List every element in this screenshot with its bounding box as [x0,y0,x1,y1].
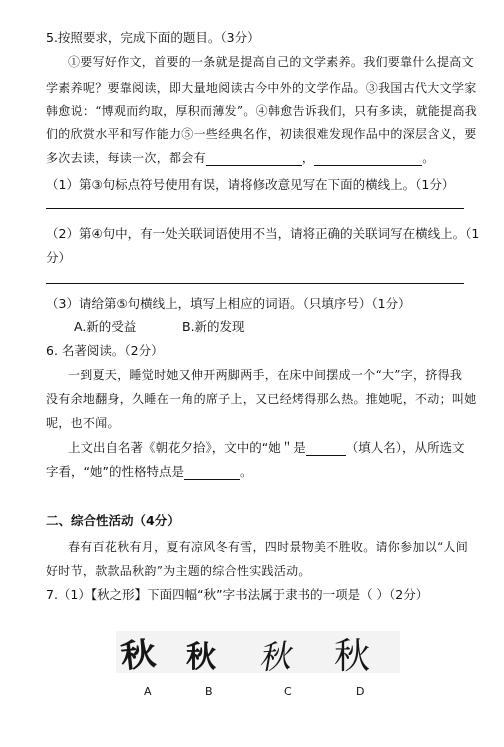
q6-question-line-2 [46,464,252,480]
q5-passage-line-2: 学素养呢？要靠阅读，即大量地阅读古今中外的文学作品。③我国古代大文学家 [46,81,477,95]
label-b: B [205,685,213,698]
q5-blank-2[interactable] [314,153,422,166]
q6-title: 6. 名著阅读。（2分） [46,343,164,358]
q5-option-b: B.新的发现 [182,319,245,334]
q7-title: 7.（1）【秋之形】下面四幅“秋”字书法属于隶书的一项是（ ）（2分） [46,587,429,602]
q6-question-text-a: 上文出自名著《朝花夕拾》，文中的“她＂是 [68,440,306,455]
q6-question-text-c: 字看，“她”的性格特点是 [46,464,184,479]
calligraphy-b: 秋 [186,640,216,675]
q6-question-text-b: （填人名），从所选文 [345,440,465,455]
q5-passage-line-4: 们的欣赏水平和写作能力⑤一些经典名作，初读很难发现作品中的深层含义，要 [46,127,477,141]
q5-sub2-line-1: （2）第④句中，有一处关联词语使用不当，请将正确的关联词写在横线上。（1 [46,226,480,241]
calligraphy-c: 秋 [256,636,292,678]
q6-blank-trait[interactable] [184,467,240,480]
q6-blank-name[interactable] [306,443,346,456]
q5-title: 5.按照要求，完成下面的题目。（3分） [46,30,260,45]
q5-passage-line-1: ①要写好作文，首要的一条就是提高自己的文学素养。我们要靠什么提高文 [68,55,474,69]
section-2-title: 二、综合性活动（4分） [46,513,180,528]
q5-sub1-answer-line[interactable] [46,208,464,209]
q5-sub2-answer-line[interactable] [46,283,464,284]
label-a: A [144,685,152,698]
q6-question-line-1 [68,440,465,456]
q6-question-end: 。 [239,464,253,479]
q5-option-a: A.新的受益 [74,319,137,334]
q5-passage-line-5-text: 多次去读，每读一次，都会有 [46,151,206,165]
label-c: C [284,685,292,698]
q5-blank-separator: ， [301,151,315,165]
section-2-intro-line-2: 好时节，款款品秋韵”为主题的综合性实践活动。 [46,564,311,578]
label-d: D [356,685,365,698]
q5-blank-1[interactable] [206,153,302,166]
q5-sub2-line-2: 分） [46,250,72,265]
q6-passage-line-2: 没有余地翻身，久睡在一角的席子上，又已经烤得那么热。推她呢，不动；叫她 [46,392,477,406]
q5-passage-end: 。 [422,151,435,165]
calligraphy-a: 秋 [118,634,158,676]
q5-passage-line-5 [46,150,435,166]
q6-passage-line-3: 呢，也不闻。 [46,416,120,430]
calligraphy-d: 秋 [334,636,371,677]
q6-passage-line-1: 一到夏天，睡觉时她又伸开两脚两手，在床中间摆成一个“大”字，挤得我 [68,368,463,382]
q5-sub1: （1）第③句标点符号使用有误，请将修改意见写在下面的横线上。（1分） [46,177,455,192]
q5-passage-line-3: 韩愈说：“博观而约取，厚积而薄发”。④韩愈告诉我们，只有多读，就能提高我 [46,104,478,118]
q5-sub3: （3）请给第⑤句横线上，填写上相应的词语。（只填序号）（1分） [46,296,411,311]
section-2-intro-line-1: 春有百花秋有月，夏有凉风冬有雪，四时景物美不胜收。请你参加以“人间 [68,540,469,554]
